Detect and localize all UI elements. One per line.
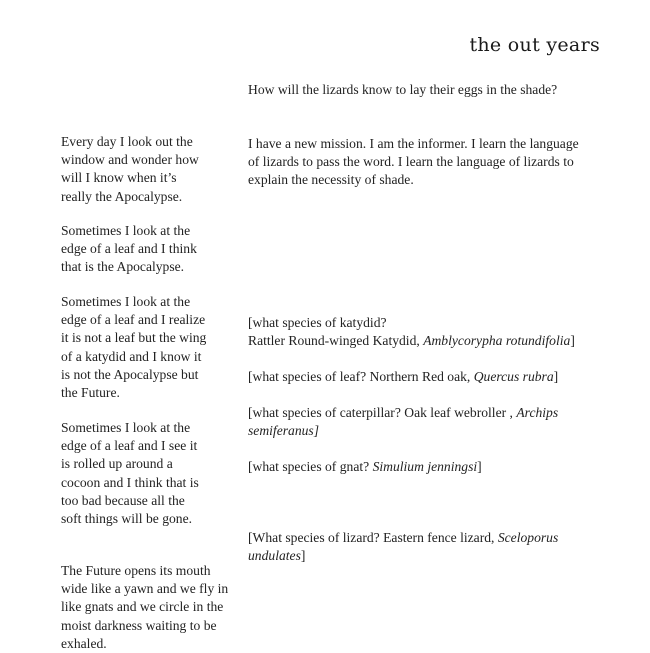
katydid-latin-name: Amblycorypha rotundifolia	[423, 333, 571, 349]
leaf-latin-name: Quercus rubra	[473, 369, 554, 384]
lizard-question: How will the lizards know to lay their eggs in the shade?	[248, 82, 558, 97]
mission-paragraph: I have a new mission. I am the informer. I learn the language of lizards to pass the word. I learn the language of lizards to explain the necessity of shade.	[248, 136, 579, 188]
caterpillar-genus: Archips	[516, 405, 559, 420]
katydid-species-note	[248, 314, 618, 350]
stanza-line: window and wonder how	[61, 152, 199, 168]
stanza-line: too bad because all the	[61, 492, 185, 508]
stanza-line: it is not a leaf but the wing	[61, 330, 207, 346]
katydid-question: [what species of katydid?	[248, 315, 387, 330]
stanza-line: is not the Apocalypse but	[61, 366, 199, 382]
stanza-line: that is the Apocalypse.	[61, 259, 185, 275]
lizard-bracket: ]	[300, 548, 306, 564]
stanza-line: cocoon and I think that is	[61, 474, 199, 490]
stanza-line: edge of a leaf and I think	[61, 241, 197, 257]
stanza-line: of a katydid and I know it	[61, 348, 202, 364]
lizard-genus: Sceloporus	[497, 530, 559, 545]
leaf-bracket: ]	[553, 369, 559, 384]
katydid-common-name: Rattler Round-winged Katydid,	[248, 333, 424, 349]
stanza-line: the Future.	[61, 385, 120, 401]
stanza-5	[61, 562, 251, 653]
stanza-line: Every day I look out the	[61, 134, 193, 149]
katydid-bracket: ]	[570, 333, 575, 349]
lizard-species-note	[248, 529, 618, 565]
gnat-bracket: ]	[477, 459, 482, 474]
lizard-line-2	[248, 547, 618, 565]
katydid-answer	[248, 332, 618, 350]
stanza-line: really the Apocalypse.	[61, 188, 183, 204]
stanza-line: Sometimes I look at the	[61, 420, 191, 435]
gnat-question: [what species of gnat?	[248, 459, 373, 474]
stanza-4	[61, 419, 246, 528]
stanza-3	[61, 293, 246, 402]
caterpillar-common-name: [what species of caterpillar? Oak leaf webroller ,	[248, 405, 517, 420]
stanza-line: like gnats and we circle in the	[61, 599, 224, 615]
stanza-line: soft things will be gone.	[61, 511, 193, 527]
stanza-line: moist darkness waiting to be	[61, 617, 217, 633]
stanza-line: exhaled.	[61, 635, 107, 651]
caterpillar-line-2	[248, 422, 618, 440]
leaf-common-name: [what species of leaf? Northern Red oak,	[248, 369, 474, 384]
stanza-line: The Future opens its mouth	[61, 563, 211, 578]
leaf-species-note	[248, 368, 618, 386]
gnat-species-note	[248, 458, 618, 476]
caterpillar-species: semiferanus]	[248, 423, 319, 439]
stanza-2	[61, 222, 246, 277]
stanza-line: wide like a yawn and we fly in	[61, 581, 229, 597]
lizard-species: undulates	[248, 548, 301, 564]
page-title: the out years	[469, 34, 600, 56]
stanza-line: will I know when it’s	[61, 170, 177, 186]
lizard-line-1	[248, 529, 618, 547]
caterpillar-line-1	[248, 404, 618, 422]
stanza-line: edge of a leaf and I realize	[61, 312, 206, 328]
stanza-line: is rolled up around a	[61, 456, 173, 472]
stanza-line: Sometimes I look at the	[61, 294, 191, 309]
stanza-1	[61, 133, 246, 206]
lizard-common-name: [What species of lizard? Eastern fence lizard,	[248, 530, 498, 545]
stanza-line: Sometimes I look at the	[61, 223, 191, 238]
caterpillar-species-note	[248, 404, 618, 440]
gnat-latin-name: Simulium jenningsi	[372, 459, 478, 474]
stanza-line: edge of a leaf and I see it	[61, 438, 198, 454]
